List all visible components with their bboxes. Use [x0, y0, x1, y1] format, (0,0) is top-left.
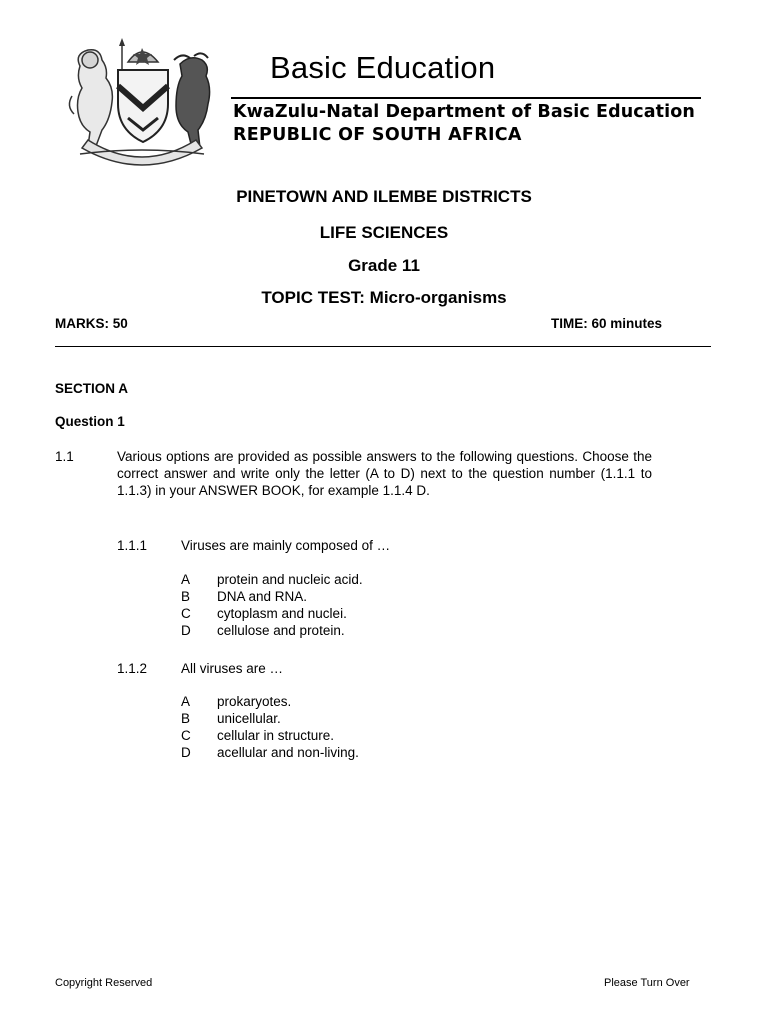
- option-text: prokaryotes.: [217, 694, 292, 709]
- sub-question-stem: Viruses are mainly composed of …: [181, 538, 391, 553]
- grade-heading: Grade 11: [348, 256, 420, 275]
- footer-turn-over: Please Turn Over: [604, 977, 690, 989]
- time-label: TIME: 60 minutes: [551, 316, 663, 331]
- coat-of-arms-logo: [62, 36, 222, 168]
- option-text: cellular in structure.: [217, 728, 335, 743]
- section-title: SECTION A: [55, 381, 129, 396]
- option-letter: A: [181, 694, 191, 709]
- country-name: REPUBLIC OF SOUTH AFRICA: [233, 125, 522, 145]
- option-text: cellulose and protein.: [217, 623, 345, 638]
- option-letter: A: [181, 572, 191, 587]
- section-divider: [55, 346, 711, 347]
- option-letter: C: [181, 728, 191, 743]
- districts-heading: PINETOWN AND ILEMBE DISTRICTS: [236, 187, 532, 206]
- option-text: unicellular.: [217, 711, 281, 726]
- sub-question-stem: All viruses are …: [181, 661, 284, 676]
- sub-question-number: 1.1.1: [117, 538, 148, 553]
- question-title: Question 1: [55, 414, 125, 429]
- question-instructions: Various options are provided as possible answers to the following questions. Choose the correct answer and write only the letter (A to D) next to the question number (1.1.1 to 1.1.3) in your ANSWER BOOK, for example 1.1.4 D.: [117, 449, 652, 498]
- option-letter: D: [181, 745, 191, 760]
- footer-copyright: Copyright Reserved: [55, 977, 153, 989]
- option-letter: C: [181, 606, 191, 621]
- header-divider: [231, 97, 701, 99]
- sub-question-number: 1.1.2: [117, 661, 148, 676]
- marks-label: MARKS: 50: [55, 316, 128, 331]
- option-text: acellular and non-living.: [217, 745, 359, 760]
- option-text: DNA and RNA.: [217, 589, 308, 604]
- option-letter: B: [181, 711, 191, 726]
- topic-heading: TOPIC TEST: Micro-organisms: [261, 288, 507, 307]
- department-name: KwaZulu-Natal Department of Basic Education: [233, 102, 695, 122]
- option-text: protein and nucleic acid.: [217, 572, 363, 587]
- page-title: Basic Education: [270, 50, 496, 85]
- subject-heading: LIFE SCIENCES: [319, 223, 449, 242]
- question-number: 1.1: [55, 449, 74, 464]
- option-letter: D: [181, 623, 191, 638]
- option-letter: B: [181, 589, 191, 604]
- option-text: cytoplasm and nuclei.: [217, 606, 347, 621]
